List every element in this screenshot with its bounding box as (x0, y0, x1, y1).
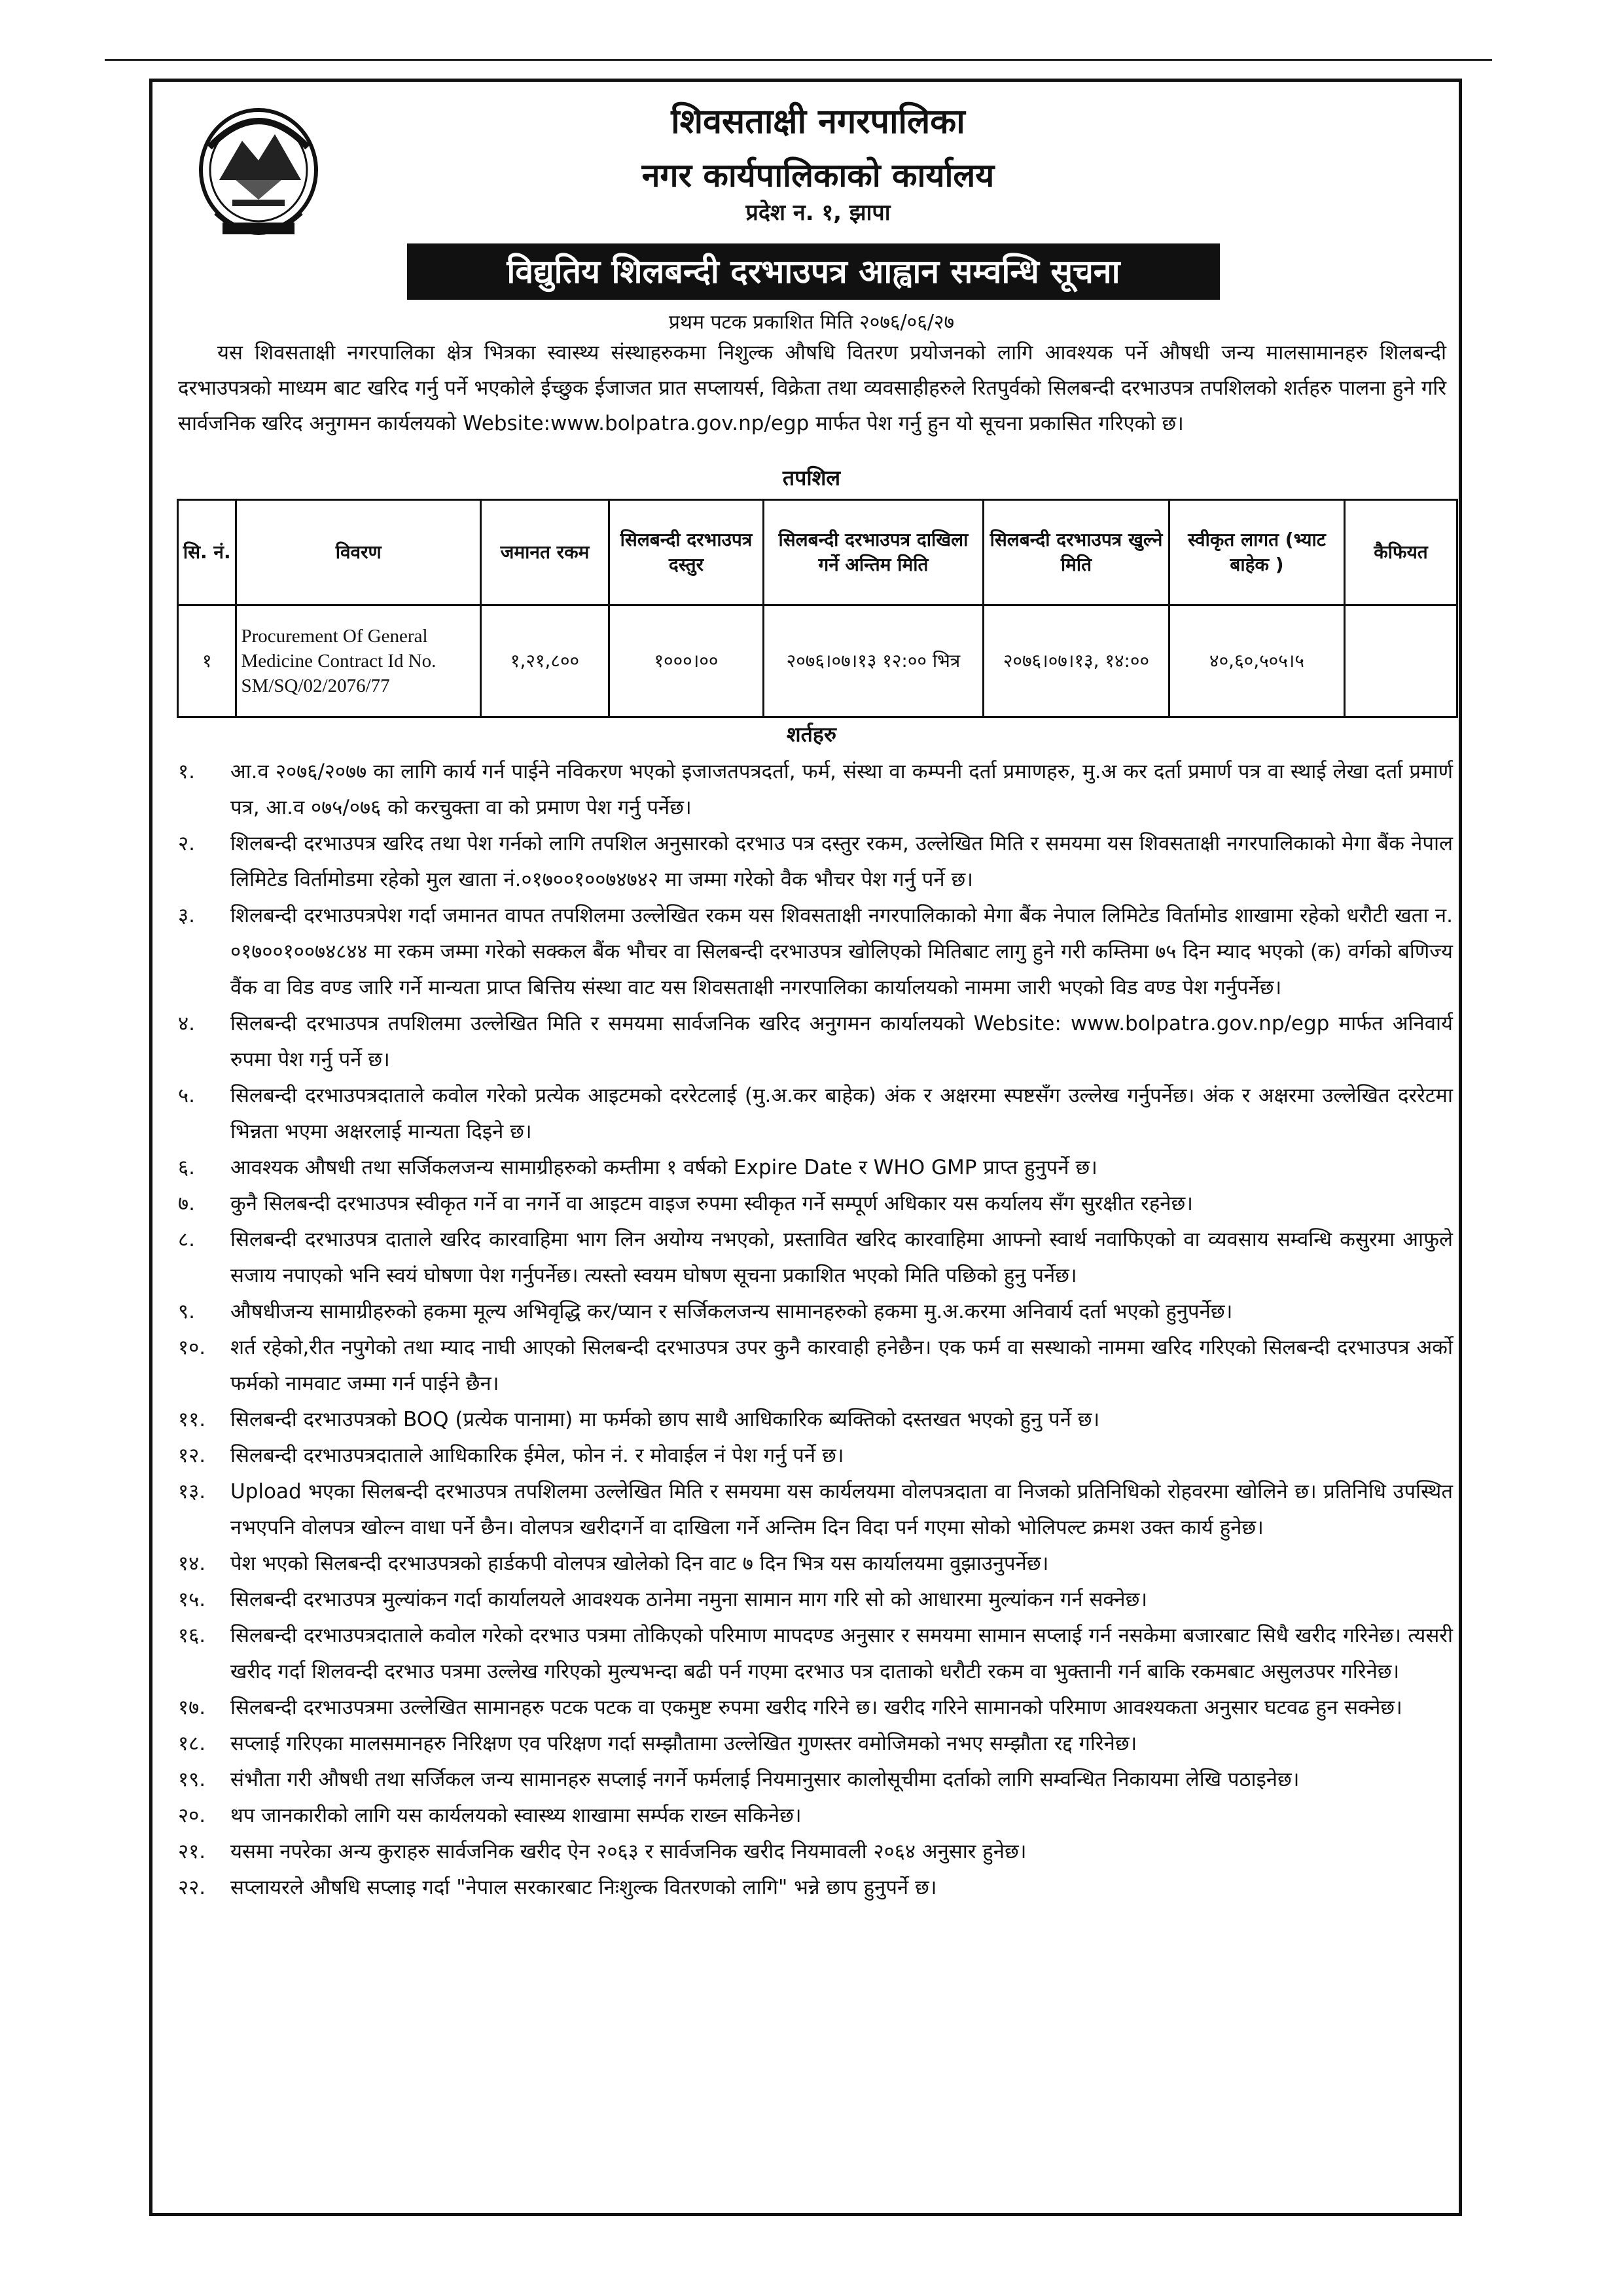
term-text: सिलबन्दी दरभाउपत्र मुल्यांकन गर्दा कार्यालयले आवश्यक ठानेमा नमुना सामान माग गरि सो को आधारमा मुल्यांकन गर्न सक्नेछ। (230, 1588, 1148, 1611)
list-item (178, 1690, 1453, 1726)
list-item (178, 1618, 1453, 1690)
term-text: सिलबन्दी दरभाउपत्रदाताले कवोल गरेको प्रत्येक आइटमको दररेटलाई (मु.अ.कर बाहेक) अंक र अक्षरमा स्पष्टसँग उल्लेख गर्नुपर्नेछ। अंक र अक्षरमा उल्लेखित दररेटमा भिन्नता भएमा अक्षरलाई मान्यता दिइने छ। (230, 1084, 1453, 1143)
term-number: १. (178, 760, 195, 783)
list-item (178, 1402, 1453, 1438)
municipality-name: शिवसताक्षी नगरपालिका (671, 102, 965, 141)
table-row (178, 605, 1457, 717)
term-number: १२. (178, 1444, 206, 1467)
term-text: सिलबन्दी दरभाउपत्रको BOQ (प्रत्येक पानामा) मा फर्मको छाप साथै आधिकारिक ब्यक्तिको दस्तखत भएको हुनु पर्ने छ। (230, 1408, 1100, 1431)
terms-list (178, 754, 1453, 1906)
term-text: सिलबन्दी दरभाउपत्रमा उल्लेखित सामानहरु पटक पटक वा एकमुष्ट रुपमा खरीद गरिने छ। खरीद गरिने सामानको परिमाण आवश्यकता अनुसार घटवढ हुन सक्नेछ। (230, 1696, 1402, 1719)
term-number: २१. (178, 1840, 206, 1863)
term-text: सिलबन्दी दरभाउपत्रदाताले कवोल गरेको दरभाउ पत्रमा तोकिएको परिमाण मापदण्ड अनुसार र समयमा सामान सप्लाई गर्न नसकेमा बजारबाट सिधै खरीद गरिनेछ। त्यसरी खरीद गर्दा शिलवन्दी दरभाउ पत्रमा उल्लेख गरिएको मुल्यभन्दा बढी पर्न गएमा दरभाउ पत्र दाताको धरौटी रकम वा भुक्तानी गर्न बाकि रकमबाट असुलउपर गरिनेछ। (230, 1624, 1453, 1683)
term-number: १७. (178, 1696, 206, 1719)
list-item (178, 1294, 1453, 1330)
terms-heading: शर्तहरु (786, 722, 837, 747)
term-number: १३. (178, 1480, 206, 1503)
list-item (178, 1762, 1453, 1798)
term-text: कुनै सिलबन्दी दरभाउपत्र स्वीकृत गर्ने वा नगर्ने वा आइटम वाइज रुपमा स्वीकृत गर्ने सम्पूर्ण अधिकार यस कर्यालय सँग सुरक्षीत रहनेछ। (230, 1192, 1193, 1215)
term-number: १८. (178, 1732, 206, 1755)
term-number: १९. (178, 1768, 206, 1791)
list-item (178, 1726, 1453, 1762)
col-header-description: विवरण (236, 500, 481, 605)
published-date: प्रथम पटक प्रकाशित मिति २०७६/०६/२७ (668, 311, 955, 334)
col-header-remarks: कैफियत (1344, 500, 1457, 605)
list-item (178, 898, 1453, 1006)
term-text: आ.व २०७६/२०७७ का लागि कार्य गर्न पाईने नविकरण भएको इजाजतपत्रदर्ता, फर्म, संस्था वा कम्पनी दर्ता प्रमाणहरु, मु.अ कर दर्ता प्रमार्ण पत्र वा स्थाई लेखा दर्ता प्रमार्ण पत्र, आ.व ०७५/०७६ को करचुक्ता वा को प्रमाण पेश गर्नु पर्नेछ। (230, 760, 1453, 819)
col-header-sn: सि. नं. (178, 500, 236, 605)
list-item (178, 1870, 1453, 1906)
term-number: ३. (178, 904, 195, 927)
col-header-fee: सिलबन्दी दरभाउपत्र दस्तुर (609, 500, 763, 605)
term-number: ११. (178, 1408, 206, 1431)
cell-submission-deadline: २०७६।०७।१३ १२:०० भित्र (763, 605, 983, 717)
term-number: २०. (178, 1804, 206, 1827)
cell-sn: १ (178, 605, 236, 717)
term-text: सप्लायरले औषधि सप्लाइ गर्दा "नेपाल सरकारबाट निःशुल्क वितरणको लागि" भन्ने छाप हुनुपर्ने छ। (230, 1876, 937, 1899)
term-text: शर्त रहेको,रीत नपुगेको तथा म्याद नाघी आएको सिलबन्दी दरभाउपत्र उपर कुनै कारवाही हनेछैन। एक फर्म वा सस्थाको नाममा खरिद गरिएको सिलबन्दी दरभाउपत्र अर्को फर्मको नामवाट जम्मा गर्न पाईने छैन। (230, 1336, 1453, 1395)
term-number: २. (178, 832, 195, 855)
term-number: १४. (178, 1552, 206, 1575)
list-item (178, 1834, 1453, 1870)
list-item (178, 1546, 1453, 1582)
term-text: यसमा नपरेका अन्य कुराहरु सार्वजनिक खरीद ऐन २०६३ र सार्वजनिक खरीद नियमावली २०६४ अनुसार हुनेछ। (230, 1840, 1027, 1863)
details-heading: तपशिल (782, 465, 841, 490)
term-text: औषधीजन्य सामाग्रीहरुको हकमा मूल्य अभिवृद्धि कर/प्यान र सर्जिकलजन्य सामानहरुको हकमा मु.अ.करमा अनिवार्य दर्ता भएको हुनुपर्नेछ। (230, 1300, 1233, 1323)
term-number: ७. (178, 1192, 195, 1215)
list-item (178, 1078, 1453, 1150)
col-header-submission-deadline: सिलबन्दी दरभाउपत्र दाखिला गर्ने अन्तिम मिति (763, 500, 983, 605)
government-emblem-icon (196, 101, 321, 245)
list-item (178, 1222, 1453, 1294)
cell-opening-date: २०७६।०७।१३, १४:०० (983, 605, 1169, 717)
list-item (178, 1798, 1453, 1834)
term-text: सिलबन्दी दरभाउपत्र तपशिलमा उल्लेखित मिति र समयमा सार्वजनिक खरिद अनुगमन कार्यालयको Website: www.bolpatra.gov.np/egp मार्फत अनिवार्य रुपमा पेश गर्नु पर्ने छ। (230, 1012, 1453, 1071)
list-item (178, 1330, 1453, 1402)
term-number: १६. (178, 1624, 206, 1647)
term-number: ४. (178, 1012, 195, 1035)
col-header-opening-date: सिलबन्दी दरभाउपत्र खुल्ने मिति (983, 500, 1169, 605)
term-text: संभौता गरी औषधी तथा सर्जिकल जन्य सामानहरु सप्लाई नगर्ने फर्मलाई नियमानुसार कालोसूचीमा दर्ताको लागि सम्वन्धित निकायमा लेखि पठाइनेछ। (230, 1768, 1300, 1791)
term-number: ९. (178, 1300, 195, 1323)
top-rule (105, 59, 1492, 61)
list-item (178, 1474, 1453, 1546)
term-text: पेश भएको सिलबन्दी दरभाउपत्रको हार्डकपी वोलपत्र खोलेको दिन वाट ७ दिन भित्र यस कार्यालयमा वुझाउनुपर्नेछ। (230, 1552, 1049, 1575)
list-item (178, 754, 1453, 826)
term-text: सप्लाई गरिएका मालसमानहरु निरिक्षण एव परिक्षण गर्दा सम्झौतामा उल्लेखित गुणस्तर वमोजिमको नभए सम्झौता रद्द गरिनेछ। (230, 1732, 1137, 1755)
col-header-approved-cost: स्वीकृत लागत (भ्याट बाहेक ) (1169, 500, 1345, 605)
term-number: १०. (178, 1336, 206, 1359)
term-text: शिलबन्दी दरभाउपत्रपेश गर्दा जमानत वापत तपशिलमा उल्लेखित रकम यस शिवसताक्षी नगरपालिकाको मेगा बैंक नेपाल लिमिटेड विर्तामोड शाखामा रहेको धरौटी खता न. ०१७००१००७४८४४ मा रकम जम्मा गरेको सक्कल बैंक भौचर वा सिलबन्दी दरभाउपत्र खोलिएको मितिबाट लागु हुने गरी कम्तिमा ७५ दिन म्याद भएको (क) वर्गको बणिज्य वैंक वा विड वण्ड जारि गर्ने मान्यता प्राप्त बित्तिय संस्था वाट यस शिवसताक्षी नगरपालिका कार्यालयको नाममा जारी भएको विड वण्ड पेश गर्नुपर्नेछ। (230, 904, 1453, 999)
list-item (178, 1186, 1453, 1222)
col-header-security: जमानत रकम (481, 500, 609, 605)
cell-fee: १०००।०० (609, 605, 763, 717)
list-item (178, 1438, 1453, 1474)
tender-details-table (177, 499, 1458, 718)
intro-paragraph (178, 335, 1446, 441)
list-item (178, 1006, 1453, 1078)
term-number: ८. (178, 1228, 195, 1251)
term-text: शिलबन्दी दरभाउपत्र खरिद तथा पेश गर्नको लागि तपशिल अनुसारको दरभाउ पत्र दस्तुर रकम, उल्लेखित मिति र समयमा यस शिवसताक्षी नगरपालिकाको मेगा बैंक नेपाल लिमिटेड विर्तामोडमा रहेको मुल खाता नं.०१७००१००७४७४२ मा जम्मा गरेको वैक भौचर पेश गर्नु पर्ने छ। (230, 832, 1453, 891)
list-item (178, 1150, 1453, 1186)
term-number: ५. (178, 1084, 195, 1107)
term-text: सिलबन्दी दरभाउपत्र दाताले खरिद कारवाहिमा भाग लिन अयोग्य नभएको, प्रस्तावित खरिद कारवाहिमा आफ्नो स्वार्थ नवाफिएको वा व्यवसाय सम्वन्धि कसुरमा आफुले सजाय नपाएको भनि स्वयं घोषणा पेश गर्नुपर्नेछ। त्यस्तो स्वयम घोषण सूचना प्रकाशित भएको मिति पछिको हुनु पर्नेछ। (230, 1228, 1453, 1287)
term-number: २२. (178, 1876, 206, 1899)
list-item (178, 826, 1453, 898)
term-text: थप जानकारीको लागि यस कार्यलयको स्वास्थ्य शाखामा सर्म्पक राख्न सकिनेछ। (230, 1804, 802, 1827)
cell-description: Procurement Of General Medicine Contract Id No. SM/SQ/02/2076/77 (236, 605, 481, 717)
cell-approved-cost: ४०,६०,५०५।५ (1169, 605, 1345, 717)
table-header-row (178, 500, 1457, 605)
cell-remarks (1344, 605, 1457, 717)
term-text: आवश्यक औषधी तथा सर्जिकलजन्य सामाग्रीहरुको कम्तीमा १ वर्षको Expire Date र WHO GMP प्राप्त हुनुपर्ने छ। (230, 1156, 1097, 1179)
intro-text: यस शिवसताक्षी नगरपालिका क्षेत्र भित्रका स्वास्थ्य संस्थाहरुकमा निशुल्क औषधि वितरण प्रयोजनको लागि आवश्यक पर्ने औषधी जन्य मालसामानहरु शिलबन्दी दरभाउपत्रको माध्यम बाट खरिद गर्नु पर्ने भएकोले ईच्छुक ईजाजत प्रात सप्लायर्स, विक्रेता तथा व्यवसाहीहरुले रितपुर्वको सिलबन्दी दरभाउपत्र तपशिलको शर्तहरु पालना हुने गरि सार्वजनिक खरिद अनुगमन कार्यलयको Website:www.bolpatra.gov.np/egp मार्फत पेश गर्नु हुन यो सूचना प्रकासित गरिएको छ। (178, 341, 1446, 435)
term-text: Upload भएका सिलबन्दी दरभाउपत्र तपशिलमा उल्लेखित मिति र समयमा यस कार्यलयमा वोलपत्रदाता वा निजको प्रतिनिधिको रोहवरमा खोलिने छ। प्रतिनिधि उपस्थित नभएपनि वोलपत्र खोल्न वाधा पर्ने छैन। वोलपत्र खरीदगर्ने वा दाखिला गर्ने अन्तिम दिन विदा पर्न गएमा सोको भोलिपल्ट क्रमश उक्त कार्य हुनेछ। (230, 1480, 1453, 1539)
term-text: सिलबन्दी दरभाउपत्रदाताले आधिकारिक ईमेल, फोन नं. र मोवाईल नं पेश गर्नु पर्ने छ। (230, 1444, 844, 1467)
province-location: प्रदेश न. १, झापा (745, 200, 891, 226)
office-name: नगर कार्यपालिकाको कार्यालय (641, 156, 995, 194)
list-item (178, 1582, 1453, 1618)
notice-title: विद्युतिय शिलबन्दी दरभाउपत्र आह्वान सम्वन्धि सूचना (407, 243, 1220, 300)
term-number: ६. (178, 1156, 195, 1179)
cell-security: १,२१,८०० (481, 605, 609, 717)
term-number: १५. (178, 1588, 206, 1611)
